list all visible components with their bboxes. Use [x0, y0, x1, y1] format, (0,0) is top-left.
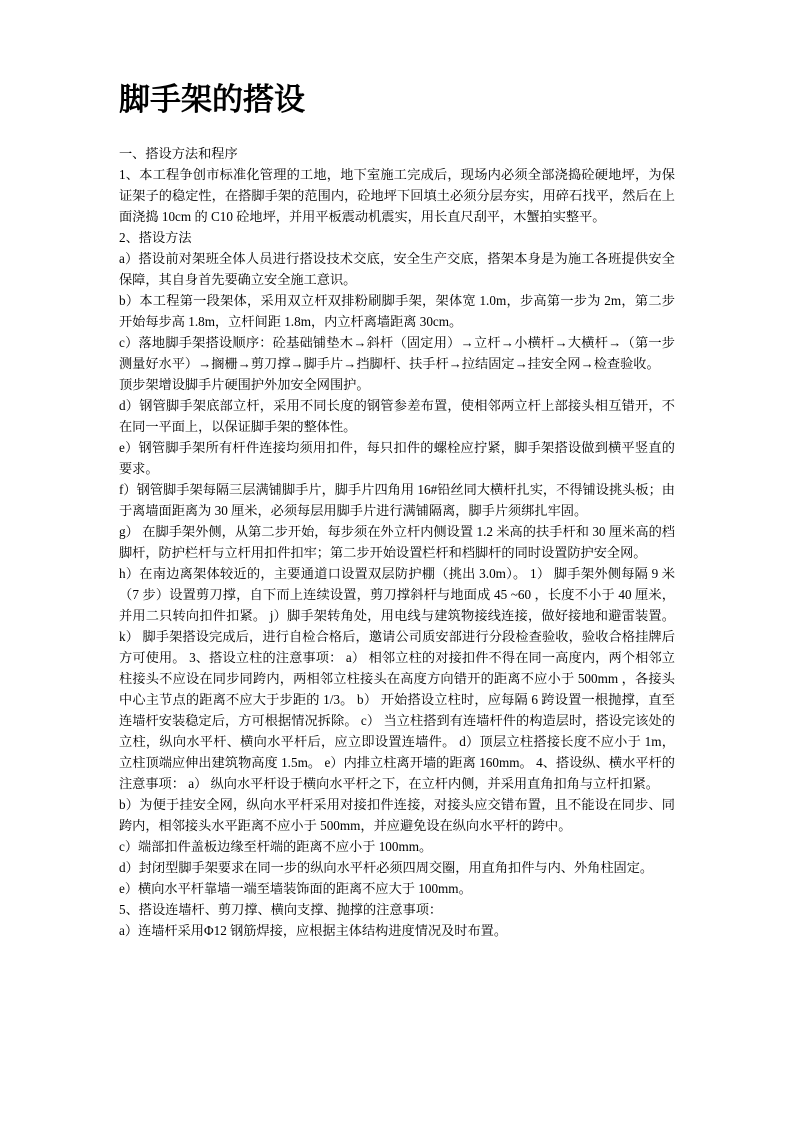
paragraph: b）为便于挂安全网，纵向水平杆采用对接扣件连接，对接头应交错布置，且不能设在同步、同跨内，相邻接头水平距离不应小于 500mm，并应避免设在纵向水平杆的跨中。: [119, 797, 675, 833]
paragraph: e）钢管脚手架所有杆件连接均须用扣件，每只扣件的螺栓应拧紧，脚手架搭设做到横平竖直的要求。: [119, 440, 675, 476]
paragraph: f）钢管脚手架每隔三层满铺脚手片，脚手片四角用 16#铅丝同大横杆扎实，不得铺设挑头板；由于离墙面距离为 30 厘米，必须每层用脚手片进行满铺隔离，脚手片须绑扎牢固。: [119, 482, 675, 518]
paragraph: d）钢管脚手架底部立杆，采用不同长度的钢管参差布置，使相邻两立杆上部接头相互错开，不在同一平面上，以保证脚手架的整体性。: [119, 398, 675, 434]
paragraph: c）端部扣件盖板边缘至杆端的距离不应小于 100mm。: [119, 839, 433, 854]
paragraph: a）搭设前对架班全体人员进行搭设技术交底，安全生产交底，搭架本身是为施工各班提供安全保障，其自身首先要确立安全施工意识。: [119, 251, 675, 287]
paragraph: e）横向水平杆靠墙一端至墙装饰面的距离不应大于 100mm。: [119, 881, 472, 896]
paragraph: b）本工程第一段架体，采用双立杆双排粉刷脚手架，架体宽 1.0m，步高第一步为 2m，第二步开始每步高 1.8m，立杆间距 1.8m，内立杆离墙距离 30cm。: [119, 293, 675, 329]
paragraph: h）在南边离架体较近的，主要通道口设置双层防护棚（挑出 3.0m）。 1） 脚手架外侧每隔 9 米（7 步）设置剪刀撑，自下而上连续设置，剪刀撑斜杆与地面成 45 ~60 ，长度不小于 40 厘米，并用二只转向扣件扣紧。 j）脚手架转角处，用电线与建筑物接线连接，做好接地和避雷装置。 k） 脚手架搭设完成后，进行自检合格后，邀请公司质安部进行分段检查验收，验收合格挂牌后方可使用。 3、搭设立柱的注意事项： a） 相邻立柱的对接扣件不得在同一高度内，两个相邻立柱接头不应设在同步同跨内，两相邻立柱接头在高度方向错开的距离不应小于 500mm ，各接头中心主节点的距离不应大于步距的 1/3。 b） 开始搭设立柱时，应每隔 6 跨设置一根抛撑，直至连墙杆安装稳定后，方可根据情况拆除。 c） 当立柱搭到有连墙杆件的构造层时，搭设完该处的立柱，纵向水平杆、横向水平杆后，应立即设置连墙件。 d）顶层立柱搭接长度不应小于 1m，立柱顶端应伸出建筑物高度 1.5m。 e）内排立柱离开墙的距离 160mm。 4、搭设纵、横水平杆的注意事项： a） 纵向水平杆设于横向水平杆之下，在立杆内侧，并采用直角扣角与立杆扣紧。: [119, 566, 675, 791]
page-title: 脚手架的搭设: [119, 82, 305, 118]
paragraph: 1、本工程争创市标准化管理的工地，地下室施工完成后，现场内必须全部浇捣砼硬地坪，为保证架子的稳定性，在搭脚手架的范围内，砼地坪下回填土必须分层夯实，用碎石找平，然后在上面浇捣 10cm 的 C10 砼地坪，并用平板震动机震实，用长直尺刮平，木蟹拍实整平。: [119, 167, 675, 224]
section-heading: 一、搭设方法和程序: [119, 146, 238, 161]
paragraph: 顶步架增设脚手片硬围护外加安全网围护。: [119, 377, 370, 392]
document-body: [119, 143, 675, 941]
section-heading: 2、搭设方法: [119, 230, 192, 245]
paragraph: c）落地脚手架搭设顺序：砼基础铺垫木→斜杆（固定用）→立杆→小横杆→大横杆→（第一步测量好水平）→搁栅→剪刀撑→脚手片→挡脚杆、扶手杆→拉结固定→挂安全网→检查验收。: [119, 335, 675, 371]
paragraph: d）封闭型脚手架要求在同一步的纵向水平杆必须四周交圈，用直角扣件与内、外角柱固定。: [119, 860, 654, 875]
paragraph: g） 在脚手架外侧，从第二步开始，每步须在外立杆内侧设置 1.2 米高的扶手杆和 30 厘米高的档脚杆，防护栏杆与立杆用扣件扣牢；第二步开始设置栏杆和档脚杆的同时设置防护安全网。: [119, 524, 675, 560]
section-heading: 5、搭设连墙杆、剪刀撑、横向支撑、抛撑的注意事项：: [119, 902, 443, 917]
paragraph: a）连墙杆采用Φ12 钢筋焊接，应根据主体结构进度情况及时布置。: [119, 923, 508, 938]
